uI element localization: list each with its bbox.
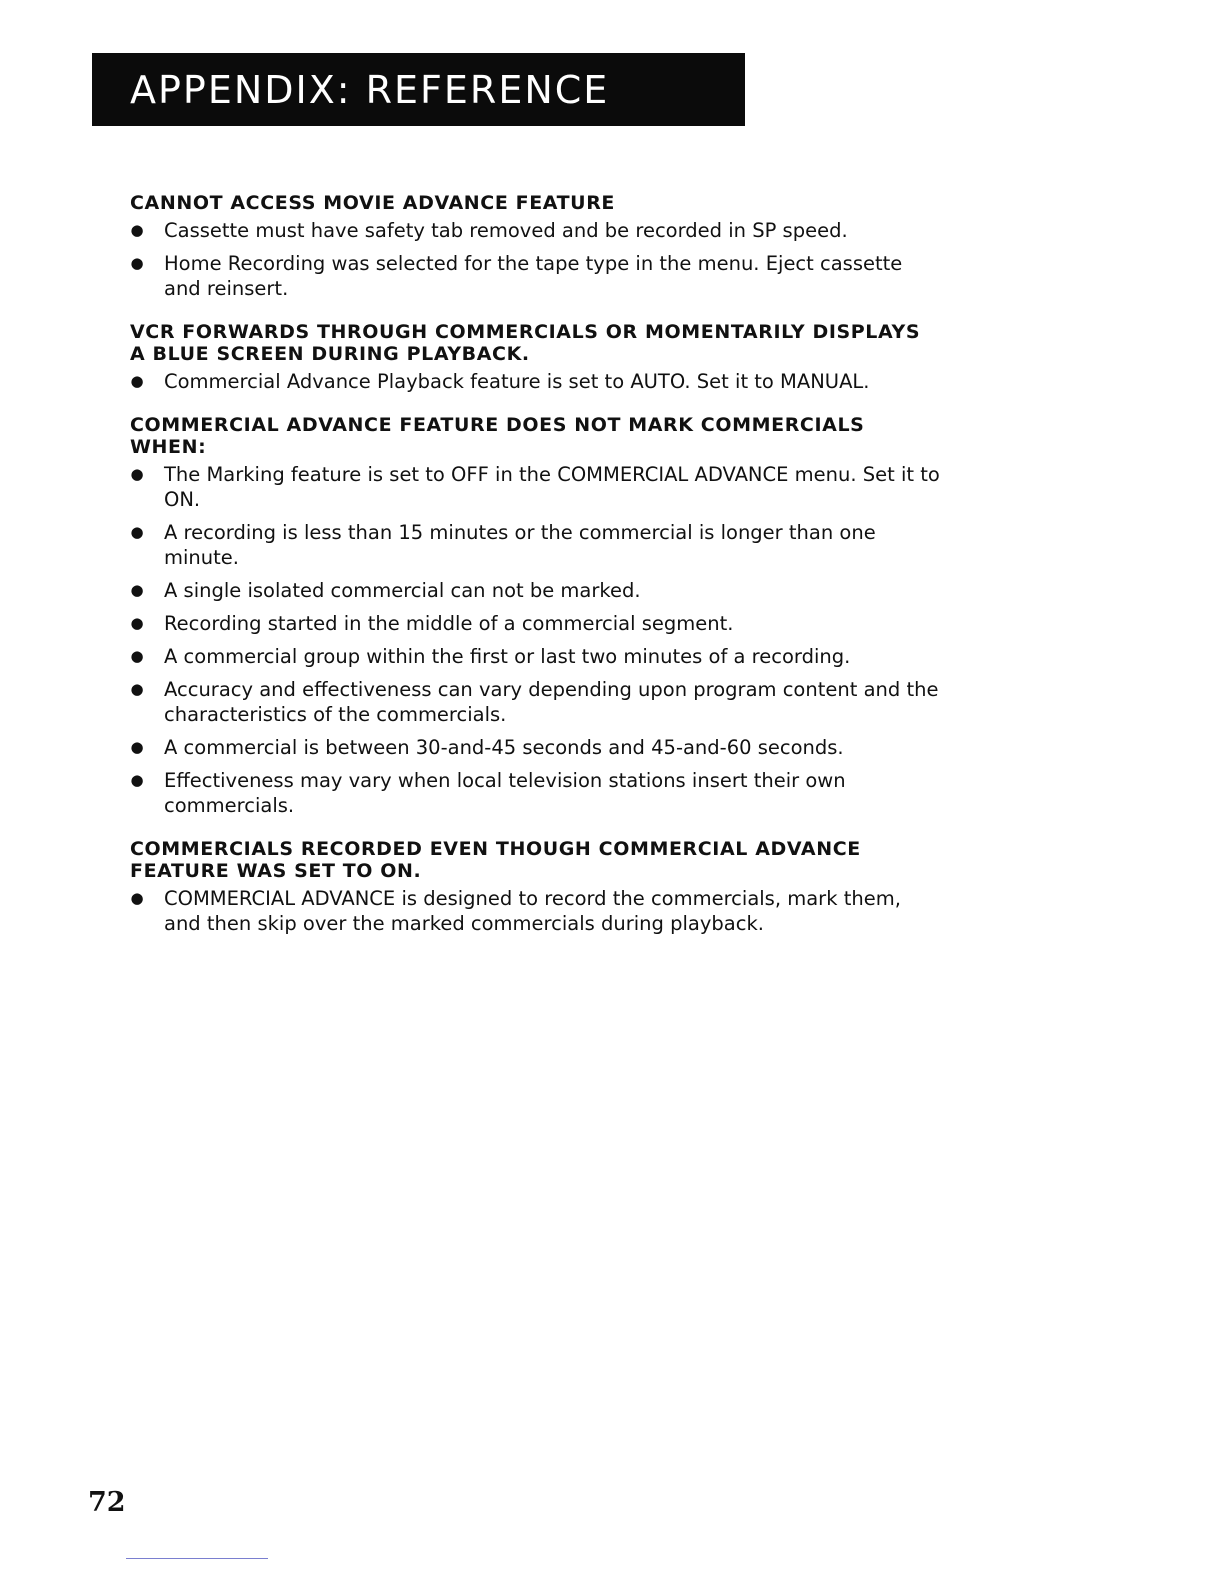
bullet-dot-icon: ● <box>130 771 144 789</box>
bullet-dot-icon: ● <box>130 738 144 756</box>
reference-content <box>130 192 940 956</box>
bullet-list <box>130 462 940 818</box>
appendix-banner <box>92 53 745 126</box>
bullet-item <box>130 644 940 669</box>
bullet-text: The Marking feature is set to OFF in the COMMERCIAL ADVANCE menu. Set it to ON. <box>164 463 940 511</box>
bullet-item <box>130 578 940 603</box>
bullet-dot-icon: ● <box>130 372 144 390</box>
section-vcr-forwards <box>130 321 940 394</box>
bullet-dot-icon: ● <box>130 523 144 541</box>
bullet-text: A recording is less than 15 minutes or the commercial is longer than one minute. <box>164 521 876 569</box>
bullet-text: A commercial is between 30-and-45 seconds and 45-and-60 seconds. <box>164 736 844 759</box>
bullet-item <box>130 768 940 818</box>
section-recorded-even-though <box>130 838 940 936</box>
bullet-text: Commercial Advance Playback feature is set to AUTO. Set it to MANUAL. <box>164 370 870 393</box>
bullet-dot-icon: ● <box>130 221 144 239</box>
section-does-not-mark <box>130 414 940 818</box>
bullet-text: A single isolated commercial can not be marked. <box>164 579 641 602</box>
bullet-item <box>130 611 940 636</box>
bullet-dot-icon: ● <box>130 647 144 665</box>
bullet-item <box>130 520 940 570</box>
bullet-dot-icon: ● <box>130 581 144 599</box>
bullet-item <box>130 677 940 727</box>
bullet-text: Home Recording was selected for the tape type in the menu. Eject cassette and reinsert. <box>164 252 903 300</box>
bullet-item <box>130 369 940 394</box>
bullet-list <box>130 886 940 936</box>
bullet-text: Accuracy and effectiveness can vary depending upon program content and the characteristics of the commercials. <box>164 678 939 726</box>
bullet-dot-icon: ● <box>130 889 144 907</box>
section-movie-advance <box>130 192 940 301</box>
bullet-text: Recording started in the middle of a commercial segment. <box>164 612 734 635</box>
footer-rule <box>126 1558 268 1559</box>
page-number: 72 <box>88 1487 126 1518</box>
section-heading: CANNOT ACCESS MOVIE ADVANCE FEATURE <box>130 192 616 214</box>
bullet-list <box>130 369 940 394</box>
bullet-item <box>130 251 940 301</box>
bullet-item <box>130 886 940 936</box>
bullet-text: Effectiveness may vary when local television stations insert their own commercials. <box>164 769 846 817</box>
bullet-item <box>130 735 940 760</box>
bullet-item <box>130 462 940 512</box>
bullet-item <box>130 218 940 243</box>
bullet-text: COMMERCIAL ADVANCE is designed to record the commercials, mark them, and then skip over the marked commercials during playback. <box>164 887 901 935</box>
section-heading: COMMERCIALS RECORDED EVEN THOUGH COMMERCIAL ADVANCE FEATURE WAS SET TO ON. <box>130 838 861 882</box>
bullet-dot-icon: ● <box>130 614 144 632</box>
bullet-dot-icon: ● <box>130 465 144 483</box>
bullet-dot-icon: ● <box>130 254 144 272</box>
bullet-text: A commercial group within the first or last two minutes of a recording. <box>164 645 851 668</box>
section-heading: COMMERCIAL ADVANCE FEATURE DOES NOT MARK COMMERCIALS WHEN: <box>130 414 865 458</box>
bullet-text: Cassette must have safety tab removed and be recorded in SP speed. <box>164 219 848 242</box>
bullet-list <box>130 218 940 301</box>
section-heading: VCR FORWARDS THROUGH COMMERCIALS OR MOMENTARILY DISPLAYS A BLUE SCREEN DURING PLAYBACK. <box>130 321 921 365</box>
banner-title: APPENDIX: REFERENCE <box>130 67 610 112</box>
bullet-dot-icon: ● <box>130 680 144 698</box>
